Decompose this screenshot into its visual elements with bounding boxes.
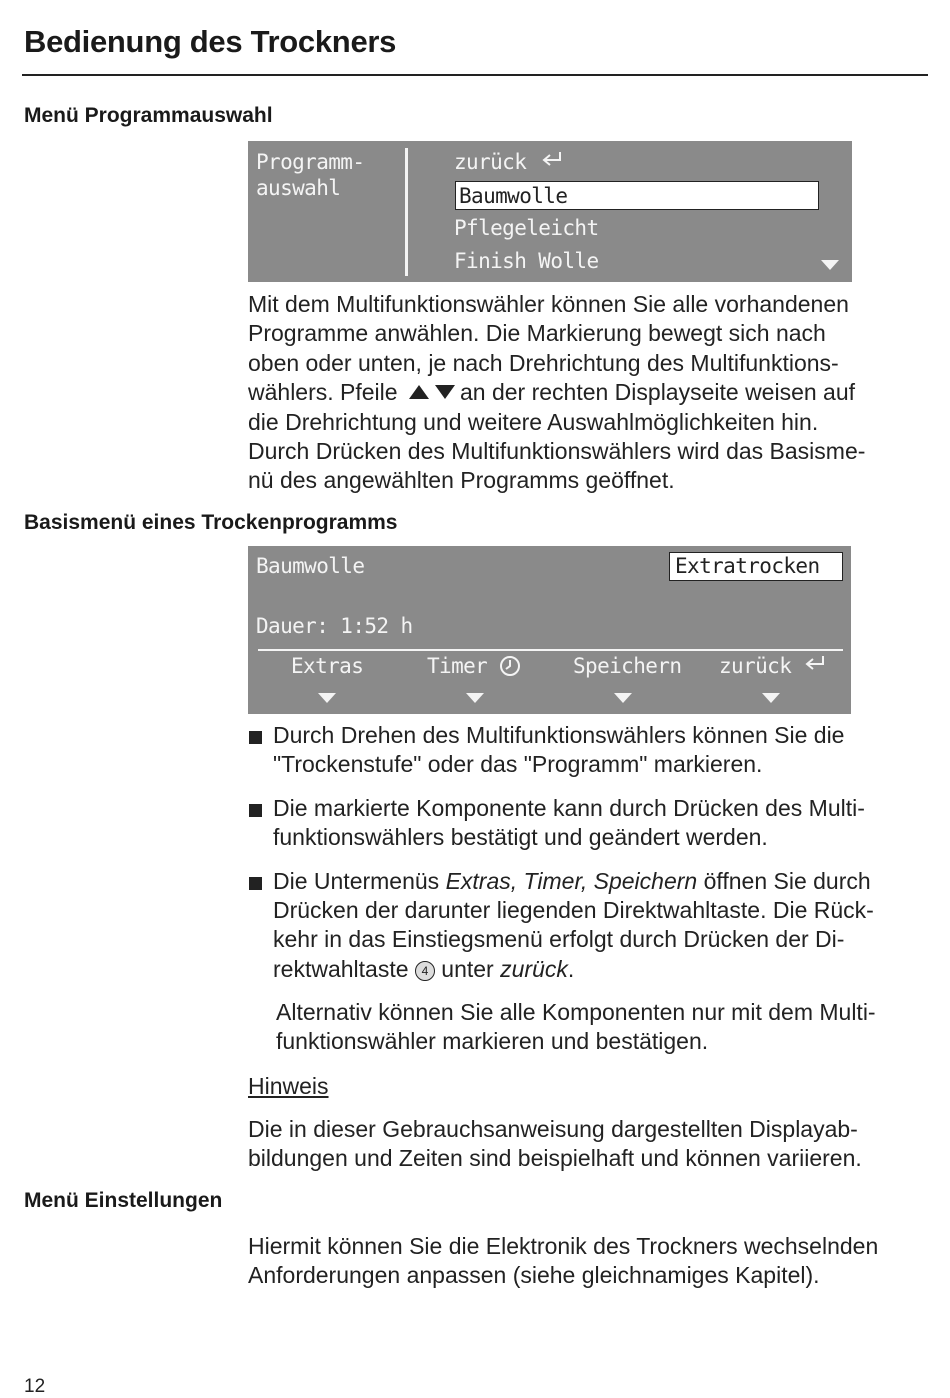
bullet-square-icon: [249, 731, 262, 744]
bullet-square-icon: [249, 804, 262, 817]
menu-item-finish-wool: Finish Wolle: [454, 249, 599, 273]
program-selection-description: Mit dem Multifunktionswähler können Sie alle vorhandenen Programme anwählen. Die Markierung bewegt sich nach oben oder unten, je nach Drehrichtung des Multifunktions- wählers. Pfeile an der rechten Displayseite weisen auf die Drehrichtung und weitere Auswahlmöglichkeiten hin. Durch Drücken des Multifunktionswählers wird das Basisme- nü des angewählten Programms geöffnet.: [248, 291, 866, 494]
clock-icon: [499, 655, 521, 677]
softkey-label-timer: Timer: [427, 654, 521, 678]
back-arrow-icon: [803, 654, 829, 676]
bullet-item: Die Untermenüs Extras, Timer, Speichern öffnen Sie durch Drücken der darunter liegenden Direktwahltaste. Die Rück- kehr in das Einstiegsmenü erfolgt durch Drücken der Di- rektwahltaste 4 unter zurück.: [248, 867, 928, 985]
display-program-name: Baumwolle: [256, 554, 365, 578]
alternative-note: Alternativ können Sie alle Komponenten nur mit dem Multi- funktionswähler markieren und bestätigen.: [276, 999, 876, 1055]
bullet-square-icon: [249, 877, 262, 890]
page-number: 12: [24, 1376, 46, 1397]
bullet-item: Durch Drehen des Multifunktionswählers können Sie die "Trockenstufe" oder das "Programm" markieren.: [248, 721, 928, 780]
softkey-arrow-back-icon: [762, 693, 780, 703]
display-separator: [405, 148, 408, 276]
heading-settings-menu: Menü Einstellungen: [24, 1189, 223, 1212]
key-4-icon: 4: [415, 961, 435, 981]
menu-item-cotton: Baumwolle: [459, 184, 568, 208]
softkey-arrow-save-icon: [614, 693, 632, 703]
settings-description: Hiermit können Sie die Elektronik des Trockners wechselnden Anforderungen anpassen (siehe gleichnamiges Kapitel).: [248, 1233, 879, 1289]
menu-item-back: zurück: [454, 150, 566, 174]
basic-menu-display: [248, 546, 851, 714]
scroll-down-arrow-icon: [821, 260, 839, 270]
title-divider: [22, 74, 928, 76]
display-duration: Dauer: 1:52 h: [256, 614, 413, 638]
program-selection-display: [248, 141, 852, 282]
hint-label: Hinweis: [248, 1073, 329, 1099]
softkey-label-extras: Extras: [291, 654, 364, 678]
hint-text: Die in dieser Gebrauchsanweisung dargestellten Displayab- bildungen und Zeiten sind beispielhaft und können variieren.: [248, 1116, 862, 1172]
up-down-arrows-icon: [408, 383, 456, 401]
softkey-label-save: Speichern: [573, 654, 682, 678]
menu-item-easy-care: Pflegeleicht: [454, 216, 599, 240]
heading-program-selection: Menü Programmauswahl: [24, 104, 273, 127]
page-title: Bedienung des Trockners: [24, 24, 397, 59]
softkey-arrow-timer-icon: [466, 693, 484, 703]
bullet-item: Die markierte Komponente kann durch Drücken des Multi- funktionswählers bestätigt und geändert werden.: [248, 794, 928, 853]
heading-basic-menu: Basismenü eines Trockenprogramms: [24, 511, 398, 534]
softkey-label-back: zurück: [719, 654, 829, 678]
display-drying-level: Extratrocken: [675, 554, 820, 578]
softkey-arrow-extras-icon: [318, 693, 336, 703]
display-title-line2: auswahl: [256, 176, 341, 200]
display-title-line1: Programm-: [256, 150, 365, 174]
back-arrow-icon: [540, 150, 566, 172]
basic-menu-bullets: [248, 721, 928, 998]
display-softkey-divider: [258, 649, 843, 651]
